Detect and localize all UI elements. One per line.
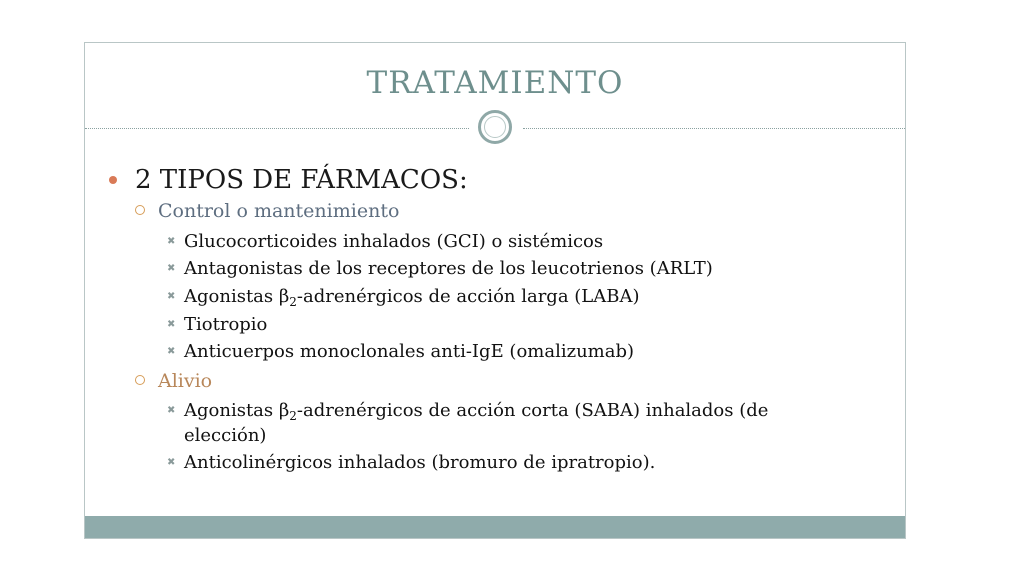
list-item: ✖ Antagonistas de los receptores de los leucotrienos (ARLT) bbox=[167, 258, 713, 279]
title-divider-left bbox=[85, 128, 469, 129]
x-mark-icon: ✖ bbox=[167, 291, 176, 302]
group-label-alivio: Alivio bbox=[158, 370, 212, 392]
hollow-circle-icon bbox=[135, 205, 145, 215]
list-item: ✖ Tiotropio bbox=[167, 314, 268, 335]
hollow-circle-icon bbox=[135, 375, 145, 385]
list-item: ✖ Agonistas $\beta_2$-adrenérgicos de acción larga (LABA) bbox=[167, 286, 640, 309]
x-mark-icon: ✖ bbox=[167, 263, 176, 274]
list-item: ✖ Agonistas $\beta_2$-adrenérgicos de acción corta (SABA) inhalados (de elección) bbox=[167, 400, 769, 446]
footer-bar bbox=[85, 516, 905, 538]
x-mark-icon: ✖ bbox=[167, 405, 176, 416]
x-mark-icon: ✖ bbox=[167, 346, 176, 357]
main-heading bbox=[135, 165, 468, 195]
main-heading-text: 2 TIPOS DE FÁRMACOS: bbox=[135, 165, 468, 195]
bullet-dot-icon bbox=[109, 176, 117, 184]
title-divider-right bbox=[523, 128, 905, 129]
slide-title: TRATAMIENTO bbox=[366, 65, 624, 101]
x-mark-icon: ✖ bbox=[167, 319, 176, 330]
list-item: ✖ Anticuerpos monoclonales anti-IgE (omalizumab) bbox=[167, 341, 635, 362]
slide bbox=[84, 42, 906, 539]
x-mark-icon: ✖ bbox=[167, 457, 176, 468]
ring-ornament-icon bbox=[478, 110, 512, 144]
list-item: ✖ Anticolinérgicos inhalados (bromuro de ipratropio). bbox=[167, 452, 656, 473]
x-mark-icon: ✖ bbox=[167, 236, 176, 247]
list-item: ✖ Glucocorticoides inhalados (GCI) o sistémicos bbox=[167, 231, 604, 252]
group-label-control: Control o mantenimiento bbox=[158, 200, 399, 222]
